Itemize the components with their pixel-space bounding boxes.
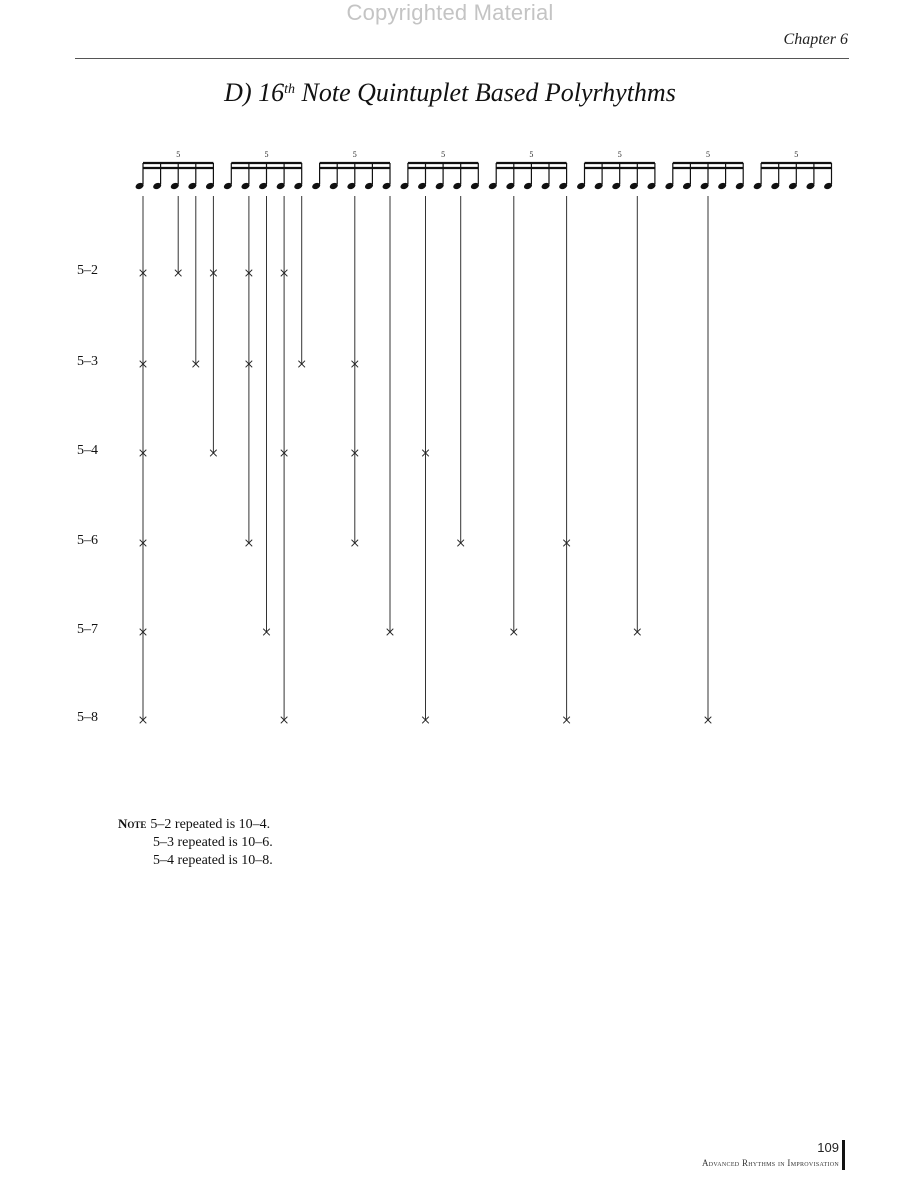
book-title: Advanced Rhythms in Improvisation xyxy=(701,1158,839,1168)
row-label: 5–6 xyxy=(77,533,98,548)
row-label: 5–7 xyxy=(77,622,98,637)
tuplet-label: 5 xyxy=(441,150,446,159)
title-prefix: D) 16 xyxy=(224,78,285,107)
row-label: 5–2 xyxy=(77,263,98,278)
chapter-header: Chapter 6 xyxy=(783,31,848,48)
page-title xyxy=(0,78,900,108)
note-line-2: 5–3 repeated is 10–6. xyxy=(153,835,273,850)
title-superscript: th xyxy=(284,82,295,97)
note-word: Note xyxy=(118,816,147,831)
row-label: 5–3 xyxy=(77,354,98,369)
page-number: 109 xyxy=(817,1140,839,1155)
footer-bar xyxy=(842,1140,845,1170)
tuplet-label: 5 xyxy=(706,150,710,159)
tuplet-label: 5 xyxy=(264,150,269,159)
note-line-3: 5–4 repeated is 10–8. xyxy=(153,853,273,868)
tuplet-label: 5 xyxy=(352,150,357,159)
title-rest: Note Quintuplet Based Polyrhythms xyxy=(295,78,676,107)
watermark: Copyrighted Material xyxy=(346,0,554,25)
polyrhythm-diagram xyxy=(0,140,900,740)
row-label: 5–8 xyxy=(77,710,98,725)
note-line-1 xyxy=(118,815,273,834)
row-label: 5–4 xyxy=(77,443,98,458)
tuplet-label: 5 xyxy=(794,150,799,159)
tuplet-label: 5 xyxy=(529,150,534,159)
tuplet-label: 5 xyxy=(176,150,181,159)
header-rule xyxy=(75,58,849,59)
note-line-1-text: 5–2 repeated is 10–4. xyxy=(150,817,271,832)
tuplet-label: 5 xyxy=(617,150,622,159)
note-block xyxy=(118,815,273,870)
